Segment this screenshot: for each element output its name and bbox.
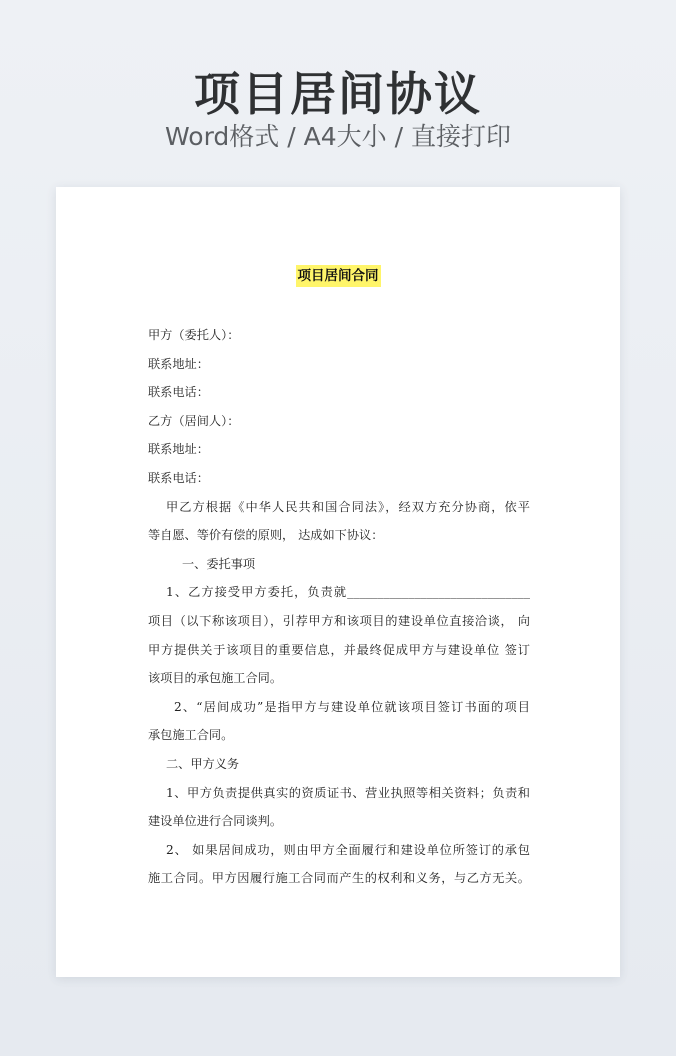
section-2-heading: 二、甲方义务 xyxy=(166,756,240,771)
party-a-name-label: 甲方（委托人）： xyxy=(148,328,240,342)
section-1-clause-1-line-1: 1、乙方接受甲方委托，负责就______________________________ xyxy=(166,585,530,600)
document-title xyxy=(56,265,620,287)
party-b-name-label: 乙方（居间人）： xyxy=(148,413,240,428)
section-1-clause-1-line-2: 项目（以下称该项目），引荐甲方和该项目的建设单位直接洽谈， 向 xyxy=(148,613,530,628)
section-1-clause-2-line-2: 承包施工合同。 xyxy=(148,728,234,743)
party-a-address-label: 联系地址： xyxy=(148,356,209,371)
section-2-clause-2-line-1: 2、 如果居间成功，则由甲方全面履行和建设单位所签订的承包 xyxy=(166,842,530,857)
banner-title: 项目居间协议 xyxy=(194,67,482,121)
section-2-clause-2-line-2: 施工合同。甲方因履行施工合同而产生的权利和义务，与乙方无关。 xyxy=(148,871,530,886)
section-1-heading: 一、委托事项 xyxy=(182,556,256,571)
party-b-address-label: 联系地址： xyxy=(148,442,209,457)
party-a-phone-label: 联系电话： xyxy=(148,385,209,400)
section-1-clause-1-line-3: 甲方提供关于该项目的重要信息，并最终促成甲方与建设单位 签订 xyxy=(148,642,530,657)
intro-line-1: 甲乙方根据《中华人民共和国合同法》，经双方充分协商，依平 xyxy=(166,499,530,514)
banner-subtitle: Word格式 / A4大小 / 直接打印 xyxy=(165,122,511,151)
intro-line-2: 等自愿、等价有偿的原则， 达成如下协议： xyxy=(148,528,384,543)
section-1-clause-1-line-4: 该项目的承包施工合同。 xyxy=(148,671,283,686)
party-b-phone-label: 联系电话： xyxy=(148,470,209,485)
document-body xyxy=(148,321,530,893)
section-1-clause-2-line-1: 2、“居间成功”是指甲方与建设单位就该项目签订书面的项目 xyxy=(174,699,530,714)
document-page xyxy=(56,187,620,977)
section-2-clause-1-line-2: 建设单位进行合同谈判。 xyxy=(148,814,283,829)
section-2-clause-1-line-1: 1、甲方负责提供真实的资质证书、营业执照等相关资料；负责和 xyxy=(166,785,530,800)
document-title-text: 项目居间合同 xyxy=(296,265,381,287)
